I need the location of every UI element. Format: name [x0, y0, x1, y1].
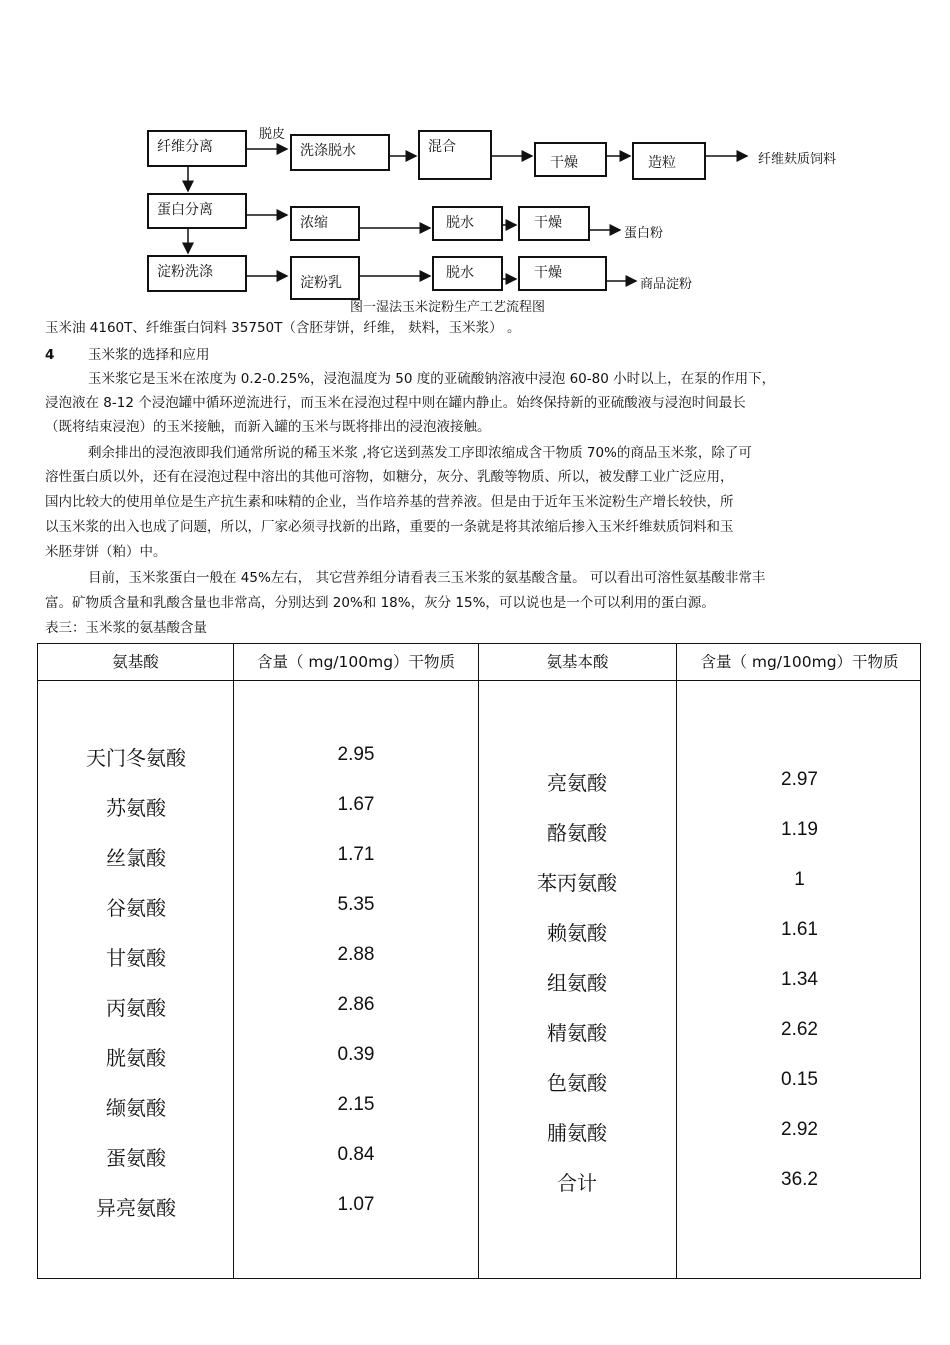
amino-acid-name: 谷氨酸: [106, 896, 166, 920]
amino-acid-value: 2.15: [337, 1094, 375, 1115]
amino-acid-value: 2.97: [781, 769, 818, 790]
amino-acid-value: 1.34: [781, 969, 818, 990]
paragraph-1-line-1: 玉米浆它是玉米在浓度为 0.2-0.25%，浸泡温度为 50 度的亚硫酸钠溶液中浸泡 60-80 小时以上，在泵的作用下，: [88, 371, 776, 387]
paragraph-1-line-2: 浸泡液在 8-12 个浸泡罐中循环逆流进行，而玉米在浸泡过程中则在罐内静止。始终保持新的亚硫酸液与浸泡时间最长: [45, 395, 746, 411]
paragraph-2-line-2: 溶性蛋白质以外，还有在浸泡过程中溶出的其他可溶物，如糖分，灰分、乳酸等物质、所以，被发酵工业广泛应用，: [45, 469, 734, 485]
section-number: 4: [45, 347, 55, 363]
amino-acid-name: 精氨酸: [547, 1021, 607, 1045]
amino-acid-name: 丙氨酸: [106, 996, 166, 1020]
amino-acid-value: 2.88: [337, 944, 375, 965]
amino-acid-name: 天门冬氨酸: [86, 746, 186, 770]
label-fiber-feed: 纤维麸质饲料: [758, 152, 837, 167]
box-dewater-3: 脱水: [432, 256, 503, 291]
amino-acid-value: 2.62: [781, 1019, 818, 1040]
amino-acid-value: 2.86: [337, 994, 375, 1015]
amino-acid-name: 异亮氨酸: [96, 1196, 176, 1220]
box-wash-dewater: 洗涤脱水: [290, 134, 390, 171]
paragraph-2-line-3: 国内比较大的使用单位是生产抗生素和味精的企业，当作培养基的营养液。但是由于近年玉米淀粉生产增长较快，所: [45, 494, 734, 510]
amino-acid-value: 2.95: [337, 744, 375, 765]
paragraph-2-line-5: 米胚芽饼（粕）中。: [45, 544, 167, 560]
amino-acid-value: 0.84: [337, 1144, 375, 1165]
box-starch-wash: 淀粉洗涤: [147, 255, 247, 292]
box-fiber-separation: 纤维分离: [147, 130, 247, 167]
amino-acid-name: 合计: [557, 1171, 597, 1195]
box-starch-milk: 淀粉乳: [290, 256, 360, 300]
amino-acid-name: 胱氨酸: [106, 1046, 166, 1070]
amino-acid-value: 36.2: [781, 1169, 818, 1190]
amino-acid-value: 0.39: [337, 1044, 375, 1065]
paragraph-1-line-3: （既将结束浸泡）的玉米接触，而新入罐的玉米与既将排出的浸泡液接触。: [45, 419, 491, 435]
box-dewater-2: 脱水: [432, 206, 503, 241]
label-peel: 脱皮: [259, 127, 286, 142]
amino-acid-table: [37, 643, 921, 1279]
amino-acid-value: 1: [794, 869, 805, 890]
box-dry-2: 干燥: [518, 206, 590, 241]
amino-acid-name: 丝氯酸: [106, 846, 166, 870]
amino-acid-value: 1.19: [781, 819, 818, 840]
amino-acid-value: 1.67: [337, 794, 375, 815]
box-dry-3: 干燥: [518, 256, 607, 291]
box-mix: 混合: [418, 130, 492, 180]
amino-acid-value: 1.71: [337, 844, 375, 865]
header-content-right: 含量（ mg/100mg）干物质: [700, 653, 899, 671]
text-line-1: 玉米油 4160T、纤维蛋白饲料 35750T（含胚芽饼，纤维， 麸料，玉米浆） 。: [45, 320, 521, 336]
amino-acid-value: 1.07: [337, 1194, 375, 1215]
paragraph-2-line-4: 以玉米浆的出入也成了问题，所以，厂家必须寻找新的出路，重要的一条就是将其浓缩后掺入玉米纤维麸质饲料和玉: [45, 519, 734, 535]
amino-acid-name: 酪氨酸: [547, 821, 607, 845]
figure-caption: 图一湿法玉米淀粉生产工艺流程图: [350, 300, 546, 315]
amino-acid-name: 缬氨酸: [106, 1096, 166, 1120]
label-commercial-starch: 商品淀粉: [640, 277, 693, 292]
amino-acid-name: 苏氨酸: [106, 796, 166, 820]
header-content-left: 含量（ mg/100mg）干物质: [256, 653, 456, 671]
amino-acid-value: 0.15: [781, 1069, 818, 1090]
amino-acid-name: 苯丙氨酸: [537, 871, 617, 895]
paragraph-2-line-1: 剩余排出的浸泡液即我们通常所说的稀玉米浆 ,将它送到蒸发工序即浓缩成含干物质 70%的商品玉米浆，除了可: [88, 445, 752, 461]
box-granulate: 造粒: [632, 142, 706, 180]
amino-acid-name: 赖氨酸: [547, 921, 607, 945]
box-protein-separation: 蛋白分离: [147, 193, 247, 229]
amino-acid-name: 脯氨酸: [547, 1121, 607, 1145]
label-protein-powder: 蛋白粉: [624, 226, 664, 241]
amino-acid-name: 蛋氨酸: [106, 1146, 166, 1170]
header-amino-acid-left: 氨基酸: [112, 653, 159, 671]
table-header-divider: [38, 680, 920, 681]
amino-acid-name: 亮氨酸: [547, 771, 607, 795]
box-concentrate: 浓缩: [290, 206, 360, 241]
amino-acid-value: 1.61: [781, 919, 818, 940]
section-title: 玉米浆的选择和应用: [88, 347, 210, 363]
paragraph-3-line-1: 目前，玉米浆蛋白一般在 45%左右， 其它营养组分请看表三玉米浆的氨基酸含量。 可以看出可溶性氨基酸非常丰: [88, 570, 766, 586]
paragraph-3-line-2: 富。矿物质含量和乳酸含量也非常高，分别达到 20%和 18%，灰分 15%，可以说也是一个可以利用的蛋白源。: [45, 595, 715, 611]
header-amino-acid-right: 氨基本酸: [546, 653, 609, 671]
amino-acid-name: 色氨酸: [547, 1071, 607, 1095]
amino-acid-value: 2.92: [781, 1119, 818, 1140]
amino-acid-name: 组氨酸: [547, 971, 607, 995]
amino-acid-value: 5.35: [337, 894, 375, 915]
table-caption: 表三：玉米浆的氨基酸含量: [45, 620, 207, 636]
box-dry-1: 干燥: [534, 142, 607, 177]
amino-acid-name: 甘氨酸: [106, 946, 166, 970]
